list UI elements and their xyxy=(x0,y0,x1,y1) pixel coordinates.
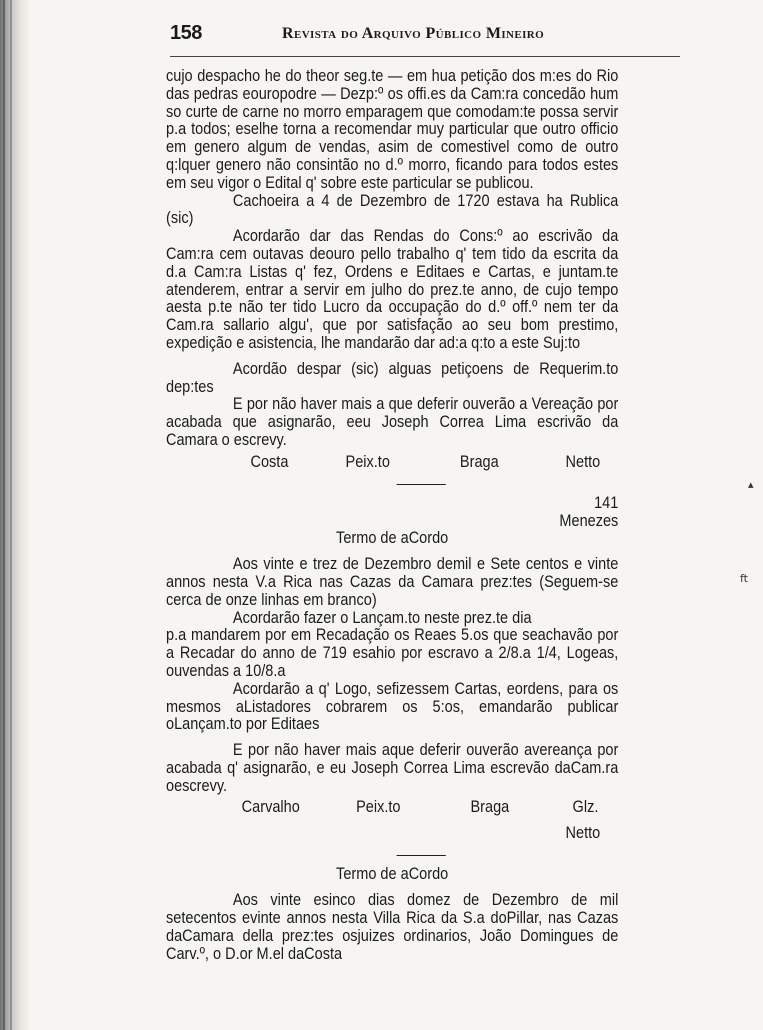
signature: Peix.to xyxy=(345,452,390,471)
book-binding-edge xyxy=(0,0,30,1030)
paragraph: Acordarão fazer o Lançam.to neste prez.te dia xyxy=(232,608,532,627)
paragraph: Aos vinte esinco dias domez de Dezembro de mil setecentos evinte annos nesta Villa Rica da S.a doPillar, nas Cazas daCamara della prez:tes osjuizes ordinarios, João Domingues de Carv.º, o D.or M.el daCosta xyxy=(166,891,619,963)
margin-mark: ft xyxy=(740,572,748,585)
signature: Peix.to xyxy=(356,798,401,817)
marginal-name: Menezes xyxy=(559,511,619,530)
paragraph: E por não haver mais a que deferir ouverão a Vereação por acabada que asignarão, eeu Joseph Correa Lima escrivão da Camara o escrevy. xyxy=(166,395,619,449)
section-title: Termo de aCordo xyxy=(336,529,449,548)
paragraph: Acordarão a q' Logo, sefizessem Cartas, eordens, para os mesmos aListadores cobrarem os 5:os, emandarão publicar oLançam.to por Editaes xyxy=(166,679,619,734)
signature-row xyxy=(166,454,618,476)
document-number: 141 xyxy=(594,493,619,512)
running-head: Revista do Arquivo Público Mineiro xyxy=(282,25,545,42)
signature: Netto xyxy=(565,824,601,843)
signature: Carvalho xyxy=(241,798,300,817)
signature-row xyxy=(166,825,618,847)
signature: Costa xyxy=(250,452,289,471)
page-header xyxy=(170,22,680,52)
section-title: Termo de aCordo xyxy=(336,865,449,884)
paragraph: cujo despacho he do theor seg.te — em hua petição dos m:es do Rio das pedras eouropodre — Dezp:º os offi.es da Cam:ra concedão hum so curte de carne no morro emparagem que comodam:te possa servir p.a todos; eselhe torna a recomendar muy particular que outro officio em genero algum de vendas, asim de comestivel como de outro q:lquer genero não consintão no d.º morro, ficando para todos estes em seu vigor o Edital q' sobre este particular se publicou. xyxy=(166,67,619,192)
header-rule xyxy=(170,56,680,57)
paragraph: E por não haver mais aque deferir ouverão avereança por acabada q' asignarão, e eu Joseph Correa Lima escrevão daCam.ra oescrevy. xyxy=(166,741,619,795)
paragraph: Acordarão dar das Rendas do Cons:º ao escrivão da Cam:ra cem outavas deouro pello trabalho q' tem tido da escrita da d.a Cam:ra Listas q' fez, Ordens e Editaes e Cartas, e juntam.te atenderem, entrar a servir em julho do prez.te anno, de cujo tempo aesta p.te não ter tido Lucro da occupação do d.º off.º nem ter da Cam.ra sallario algu', que por satisfação ao seu bom prestimo, expedição e asistencia, lhe mandarão dar ad:a q:to a este Suj:to xyxy=(166,227,619,352)
paragraph: Aos vinte e trez de Dezembro demil e Sete centos e vinte annos nesta V.a Rica nas Cazas da Camara prez:tes (Seguem-se cerca de onze linhas em branco) xyxy=(166,555,619,609)
paragraph: p.a mandarem por em Recadação os Reaes 5.os que seachavão por a Recadar do anno de 719 esahio por escravo a 2/8.a 1/4, Logeas, ouvendas a 10/8.a xyxy=(166,626,619,680)
margin-mark: ▴ xyxy=(748,478,754,491)
paragraph: Acordão despar (sic) alguas petiçoens de Requerim.to dep:tes xyxy=(166,359,619,396)
document-body xyxy=(166,68,618,963)
signature: Glz. xyxy=(572,798,599,817)
date-line: Cachoeira a 4 de Dezembro de 1720 estava ha Rublica (sic) xyxy=(166,191,619,228)
signature: Netto xyxy=(565,452,601,471)
page-number: 158 xyxy=(170,22,202,44)
signature: Braga xyxy=(470,798,510,817)
signature: Braga xyxy=(459,452,499,471)
signature-row xyxy=(166,799,618,821)
